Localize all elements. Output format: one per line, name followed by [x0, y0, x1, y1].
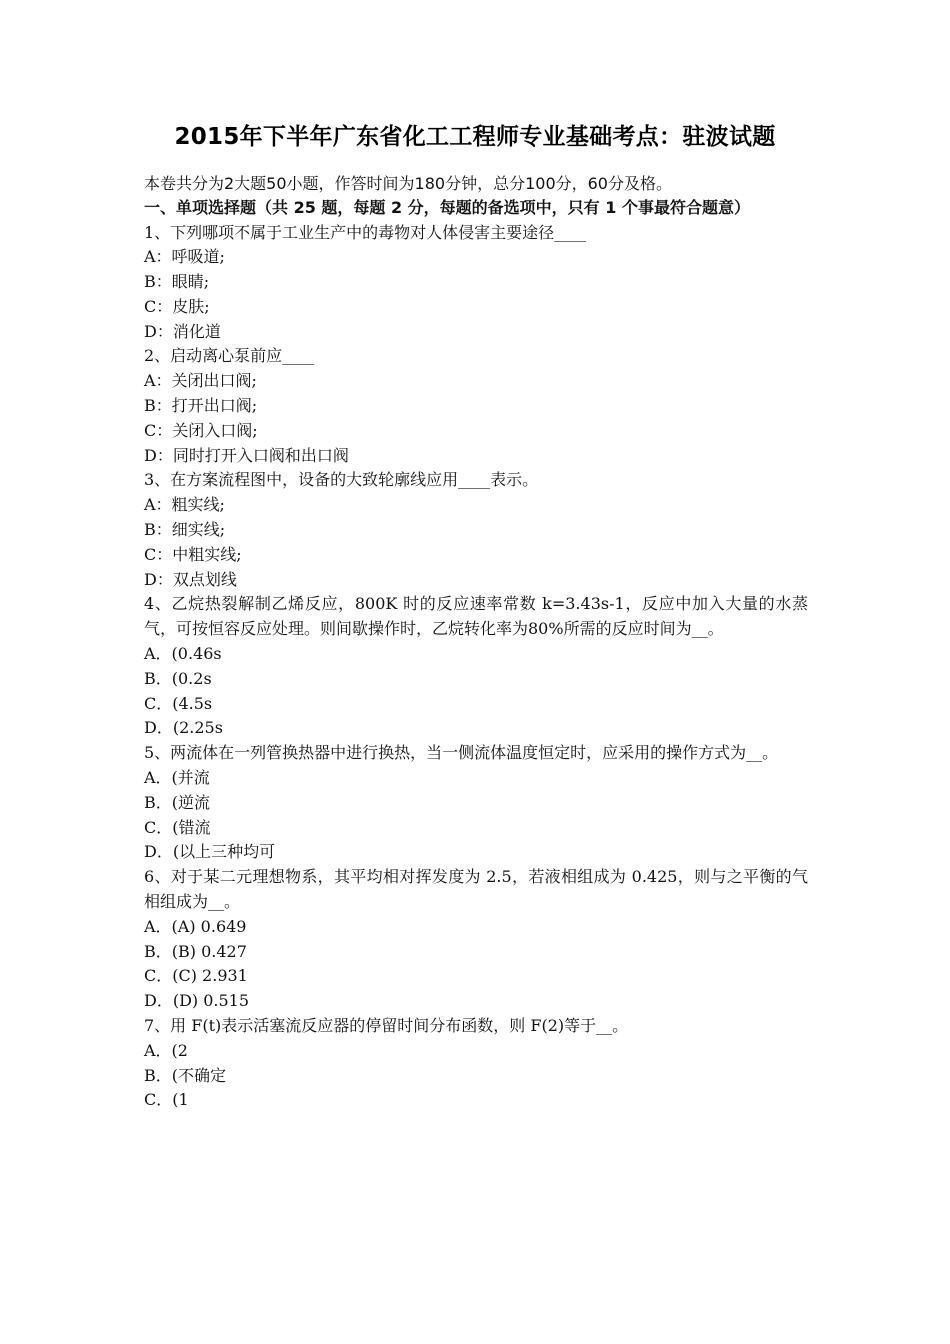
option-a: A：呼吸道;	[144, 247, 225, 267]
section-heading: 一、单项选择题（共 25 题，每题 2 分，每题的备选项中，只有 1 个事最符合题意）	[144, 198, 750, 217]
option-b: B．(0.2s	[144, 668, 212, 688]
option-b: B．(B) 0.427	[144, 941, 247, 961]
option-c: C．(4.5s	[144, 693, 213, 713]
question-stem: 5、两流体在一列管换热器中进行换热，当一侧流体温度恒定时，应采用的操作方式为__。	[144, 743, 779, 763]
document-title: 2015年下半年广东省化工工程师专业基础考点：驻波试题	[174, 124, 776, 150]
option-b: B：眼睛;	[144, 272, 210, 292]
option-b: B：细实线;	[144, 520, 226, 540]
question-stem: 3、在方案流程图中，设备的大致轮廓线应用____表示。	[144, 470, 539, 490]
document-body	[144, 172, 808, 1113]
question-7	[144, 1014, 808, 1113]
question-stem: 4、乙烷热裂解制乙烯反应，800K 时的反应速率常数 k=3.43s-1，反应中加入大量的水蒸气，可按恒容反应处理。则间歇操作时，乙烷转化率为80%所需的反应时间为__。	[144, 594, 808, 639]
option-a: A．(0.46s	[144, 644, 222, 664]
option-d: D：消化道	[144, 321, 221, 341]
option-a: A：关闭出口阀;	[144, 371, 257, 391]
option-b: B：打开出口阀;	[144, 396, 258, 416]
option-a: A．(A) 0.649	[144, 916, 247, 936]
option-c: C：皮肤;	[144, 296, 210, 316]
exam-intro: 本卷共分为2大题50小题，作答时间为180分钟，总分100分，60分及格。	[144, 174, 672, 193]
option-a: A：粗实线;	[144, 495, 225, 515]
question-stem: 6、对于某二元理想物系，其平均相对挥发度为 2.5，若液相组成为 0.425，则与之平衡的气相组成为__。	[144, 867, 808, 912]
option-b: B．(不确定	[144, 1065, 227, 1085]
question-2	[144, 344, 808, 468]
option-d: D：双点划线	[144, 569, 237, 589]
option-a: A．(并流	[144, 768, 210, 788]
option-d: D．(D) 0.515	[144, 991, 250, 1011]
option-b: B．(逆流	[144, 792, 211, 812]
question-3	[144, 468, 808, 592]
question-stem: 7、用 F(t)表示活塞流反应器的停留时间分布函数，则 F(2)等于__。	[144, 1016, 629, 1035]
question-4	[144, 592, 808, 741]
question-stem: 1、下列哪项不属于工业生产中的毒物对人体侵害主要途径____	[144, 222, 587, 242]
question-5	[144, 741, 808, 865]
option-c: C．(1	[144, 1090, 189, 1110]
option-d: D．(2.25s	[144, 718, 223, 738]
option-a: A．(2	[144, 1040, 188, 1060]
question-1	[144, 221, 808, 345]
option-c: C：关闭入口阀;	[144, 420, 258, 440]
option-c: C．(C) 2.931	[144, 966, 248, 986]
option-d: D：同时打开入口阀和出口阀	[144, 445, 349, 465]
question-stem: 2、启动离心泵前应____	[144, 346, 315, 366]
option-d: D．(以上三种均可	[144, 842, 276, 862]
question-6	[144, 865, 808, 1014]
option-c: C：中粗实线;	[144, 544, 242, 564]
option-c: C．(错流	[144, 817, 211, 837]
